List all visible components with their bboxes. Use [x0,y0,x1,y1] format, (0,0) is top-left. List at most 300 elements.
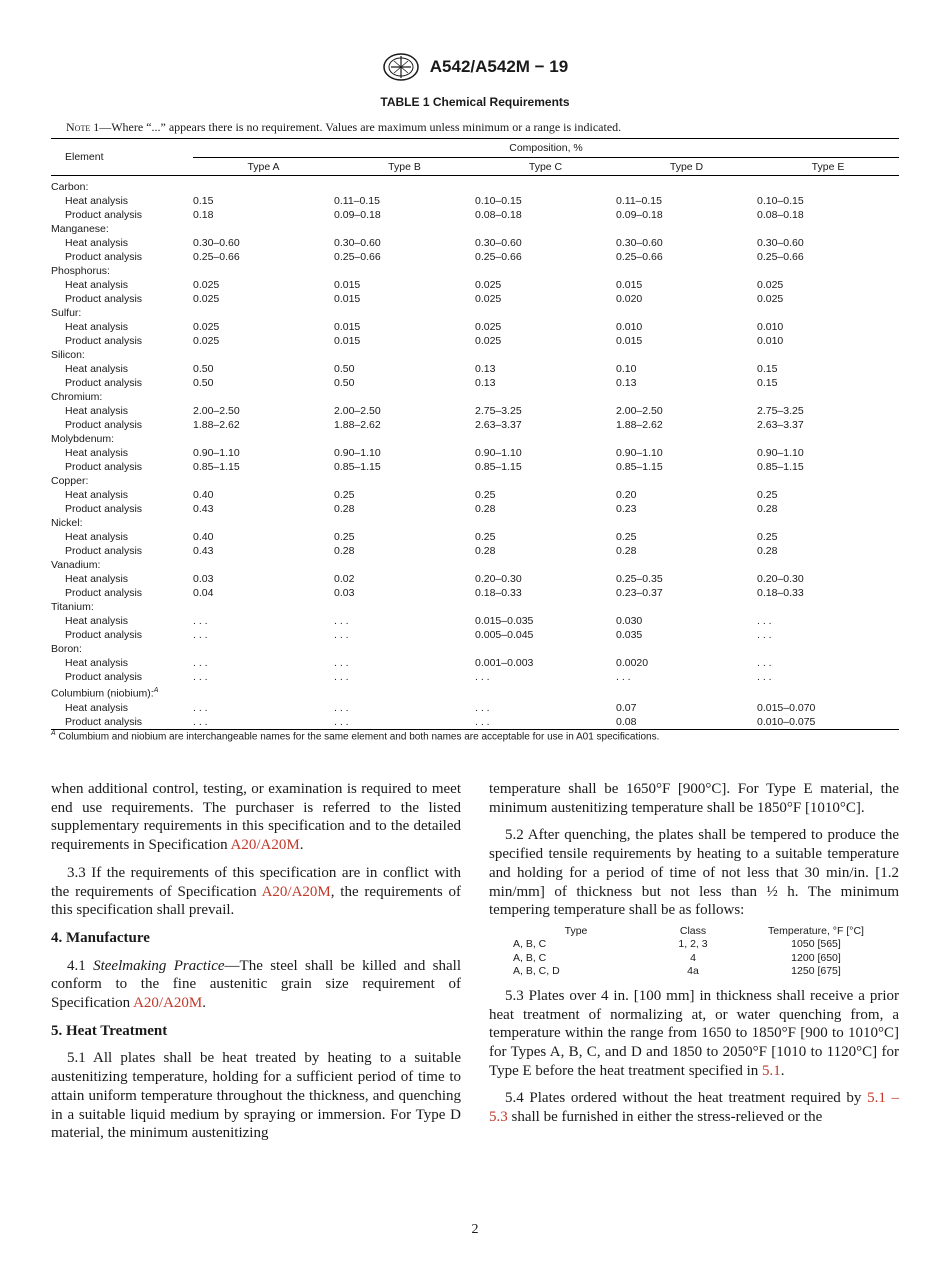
composition-value: 0.04 [193,587,214,599]
composition-value: 1.88–2.62 [616,419,663,431]
composition-value: 0.11–0.15 [334,195,380,207]
element-group-row [51,176,899,195]
composition-value [193,390,334,404]
composition-value: 0.25 [757,489,778,501]
table-row: A, B, C 1, 2, 3 1050 [565] [513,938,841,951]
section-heading-heat-treatment: 5. Heat Treatment [51,1022,168,1039]
composition-value: 0.25 [475,489,496,501]
spec-link[interactable]: A20/A20M [261,883,331,900]
composition-value: 0.025 [193,321,220,333]
type-column-header: Type D [616,158,757,176]
composition-value [616,684,757,701]
composition-value: 2.63–3.37 [757,419,804,431]
astm-logo-icon [382,52,420,82]
composition-value: . . . [616,671,631,683]
composition-value: 0.85–1.15 [193,461,240,473]
composition-value: 0.15 [193,195,214,207]
composition-value: 0.13 [475,377,496,389]
composition-value [475,600,616,614]
element-name: Phosphorus: [51,265,110,277]
element-group-row [51,642,899,656]
analysis-label: Product analysis [65,671,143,683]
composition-value: 0.015 [334,335,361,347]
composition-value: 0.25–0.66 [616,251,663,263]
composition-value: 0.015 [616,335,643,347]
temper-header-temperature: Temperature, °F [°C] [768,924,864,937]
composition-value [757,516,899,530]
composition-value: 0.25 [475,531,496,543]
composition-value [334,600,475,614]
composition-value [757,176,899,195]
analysis-label: Heat analysis [65,321,129,333]
composition-value: 0.50 [193,377,214,389]
composition-value: 0.23–0.37 [616,587,663,599]
composition-value [475,222,616,236]
composition-value: 0.20 [616,489,637,501]
composition-value [193,176,334,195]
composition-value [757,642,899,656]
composition-value: 0.10–0.15 [475,195,522,207]
table-row [51,656,899,670]
element-group-row [51,390,899,404]
composition-value: 0.025 [475,279,502,291]
composition-value [334,390,475,404]
table-note [66,120,621,135]
composition-value: 0.015 [616,279,643,291]
table-row [51,670,899,684]
composition-value: 0.005–0.045 [475,629,534,641]
composition-value: . . . [475,715,616,730]
analysis-label: Heat analysis [65,237,129,249]
chemical-requirements-table [51,138,899,730]
composition-value [475,684,616,701]
footnote-text: Columbium and niobium are interchangeable names for the same element and both names are acceptable for use in A01 specifications. [55,731,660,743]
composition-value: 0.15 [757,363,778,375]
composition-value [475,474,616,488]
composition-value: 0.25 [616,531,637,543]
table-row [51,278,899,292]
composition-value: 0.010 [757,335,784,347]
composition-value: 0.015 [334,293,361,305]
composition-value [757,474,899,488]
composition-value: 0.18–0.33 [757,587,804,599]
composition-value: 0.20–0.30 [475,573,522,585]
analysis-label: Product analysis [65,629,143,641]
composition-value [334,432,475,446]
composition-value: 0.30–0.60 [616,237,663,249]
table-row [51,628,899,642]
composition-value [616,474,757,488]
composition-value [475,264,616,278]
composition-value [475,642,616,656]
composition-value: 0.10 [616,363,637,375]
composition-value: 0.11–0.15 [616,195,662,207]
composition-value [757,432,899,446]
composition-value: 2.00–2.50 [193,405,240,417]
composition-value: 0.20–0.30 [757,573,804,585]
table-row [51,715,899,730]
composition-value [475,516,616,530]
footnote-mark: A [51,730,56,737]
composition-value: 0.30–0.60 [193,237,240,249]
composition-value: 0.85–1.15 [475,461,522,473]
composition-value: 2.75–3.25 [475,405,522,417]
composition-value: 0.28 [334,545,355,557]
composition-value [475,558,616,572]
composition-value [475,348,616,362]
table-row [51,530,899,544]
composition-value: 0.09–0.18 [334,209,381,221]
type-column-header: Type B [334,158,475,176]
table-row [51,320,899,334]
composition-value [616,600,757,614]
composition-value: 0.08 [616,715,757,730]
composition-value: 2.63–3.37 [475,419,522,431]
table-row: A, B, C 4 1200 [650] [513,951,841,964]
temper-header-class: Class [679,924,707,937]
composition-value [193,558,334,572]
table-row [51,404,899,418]
composition-value [193,474,334,488]
element-name: Molybdenum: [51,433,115,445]
analysis-label: Heat analysis [65,701,129,714]
table-row [51,614,899,628]
element-group-row [51,264,899,278]
composition-value: 0.30–0.60 [757,237,804,249]
paragraph-4-1: 4.1 Steelmaking Practice—The steel shall be killed and shall conform to the fine austenitic grain size requirement of Specification A20/A20M. [51,957,461,1012]
composition-value [757,222,899,236]
element-group-row [51,684,899,701]
element-name: Columbium (niobium):$^A$ [51,687,159,700]
composition-value: 0.18 [193,209,214,221]
composition-value [193,642,334,656]
composition-value: 0.90–1.10 [193,447,240,459]
composition-value: 0.035 [616,629,643,641]
document-id: A542/A542M − 19 [429,57,569,76]
analysis-label: Product analysis [65,461,143,473]
composition-value [193,306,334,320]
element-name: Chromium: [51,391,103,403]
composition-value [193,264,334,278]
section-heading-manufacture: 4. Manufacture [51,929,150,946]
composition-value: . . . [193,671,208,683]
analysis-label: Heat analysis [65,489,129,501]
analysis-label: Heat analysis [65,195,129,207]
paragraph-5-1: 5.1 All plates shall be heat treated by heating to a suitable austenitizing temperature, holding for a sufficient period of time to attain uniform temperature throughout the thickness, and quenching in a suitable liquid medium by spraying or immersion. For Type D material, the minimum austenitizing [51,1050,461,1142]
composition-value: 2.75–3.25 [757,405,804,417]
composition-value: 0.02 [334,573,355,585]
analysis-label: Product analysis [65,377,143,389]
composition-value: 0.025 [193,335,220,347]
section-link[interactable]: 5.1 [762,1062,781,1079]
table-row [51,418,899,432]
composition-value: 0.85–1.15 [616,461,663,473]
composition-value: . . . [193,615,208,627]
analysis-label: Heat analysis [65,531,129,543]
composition-value: 0.15 [757,377,778,389]
footnote-reference: A [153,687,159,694]
composition-value [475,176,616,195]
composition-value [193,684,334,701]
composition-value: 0.025 [475,335,502,347]
composition-value: 0.0020 [616,657,649,669]
composition-value: 0.015 [334,321,361,333]
table-row [51,701,899,715]
composition-value [334,474,475,488]
composition-value: 0.25–0.35 [616,573,663,585]
composition-value [193,600,334,614]
composition-value: 0.90–1.10 [334,447,381,459]
composition-value: . . . [757,657,772,669]
composition-value: 0.10–0.15 [757,195,804,207]
composition-value: 0.50 [334,377,355,389]
table-row [51,250,899,264]
composition-value: . . . [193,715,334,730]
composition-value [757,306,899,320]
paragraph-continuation: when additional control, testing, or examination is required to meet end use requirements. The purchaser is referred to the listed supplementary requirements in this specification and to the detailed requirements in Specification A20/A20M. [51,781,461,854]
composition-value: 0.25–0.66 [757,251,804,263]
table-title: TABLE 1 Chemical Requirements [380,95,570,109]
composition-value: 0.08–0.18 [757,209,804,221]
element-group-row [51,600,899,614]
table-footnote [51,730,659,742]
composition-value: 0.08–0.18 [475,209,522,221]
composition-value: 0.28 [334,503,355,515]
element-column-header: Element [51,139,193,176]
composition-value [334,264,475,278]
composition-value: 0.13 [475,363,496,375]
composition-value: . . . [475,671,490,683]
composition-value: 0.85–1.15 [757,461,804,473]
composition-value: 0.90–1.10 [757,447,804,459]
element-name: Carbon: [51,181,89,193]
composition-value: 0.40 [193,489,214,501]
composition-value: 0.020 [616,293,643,305]
composition-value [193,432,334,446]
table-row [51,194,899,208]
composition-value: 0.015–0.035 [475,615,534,627]
element-name: Nickel: [51,517,83,529]
table-row [51,236,899,250]
composition-value: 0.50 [334,363,355,375]
composition-value [334,176,475,195]
composition-value: 2.00–2.50 [616,405,663,417]
composition-header: Composition, % [193,139,899,158]
composition-value [757,558,899,572]
composition-value [757,390,899,404]
composition-value [757,684,899,701]
composition-value: . . . [334,657,349,669]
table-row: A, B, C, D 4a 1250 [675] [513,965,841,978]
analysis-label: Product analysis [65,293,143,305]
left-column [51,780,461,1152]
paragraph-5-2: 5.2 After quenching, the plates shall be tempered to produce the specified tensile requirements by heating to a suitable temperature and holding for a period of time of not less that 30 min/in. [1.2 min/mm] of thickness but not less than ½ h. The minimum tempering temperature shall be as follows: [489,827,899,919]
composition-value: . . . [193,629,208,641]
composition-value: 0.025 [475,321,502,333]
composition-value: . . . [334,615,349,627]
composition-value [193,222,334,236]
composition-value [334,642,475,656]
analysis-label: Heat analysis [65,447,129,459]
composition-value: 1.88–2.62 [193,419,240,431]
type-column-header: Type E [757,158,899,176]
composition-value: 0.30–0.60 [475,237,522,249]
composition-value: 0.015 [334,279,361,291]
composition-value [757,348,899,362]
composition-value: 0.18–0.33 [475,587,522,599]
paragraph-continuation-right: temperature shall be 1650°F [900°C]. For Type E material, the minimum austenitizing temperature shall be 1850°F [1010°C]. [489,781,899,816]
composition-value: 0.23 [616,503,637,515]
composition-value: 0.025 [193,293,220,305]
element-name: Titanium: [51,601,94,613]
paragraph-5-3: 5.3 Plates over 4 in. [100 mm] in thickness shall receive a prior heat treatment of normalizing at, or water quenching from, a temperature within the range from 1650 to 1850°F [900 to 1010°C] for Types A, B, C, and D and 1850 to 2050°F [1010 to 1120°C] for Type E before the heat treatment specified in 5.1. [489,987,899,1079]
composition-value: . . . [757,671,772,683]
composition-value: 0.28 [616,545,637,557]
composition-value [193,348,334,362]
table-row [51,544,899,558]
composition-value: . . . [757,629,772,641]
element-group-row [51,432,899,446]
table-row [51,208,899,222]
composition-value: 0.025 [757,293,784,305]
analysis-label: Product analysis [65,335,143,347]
table-row [51,376,899,390]
composition-value: . . . [334,629,349,641]
analysis-label: Product analysis [65,587,143,599]
composition-value: 0.28 [757,503,778,515]
tempering-temperature-table [509,925,889,979]
page-header [0,52,950,82]
analysis-label: Product analysis [65,503,143,515]
page-number: 2 [471,1222,479,1237]
analysis-label: Product analysis [65,209,143,221]
analysis-label: Product analysis [65,419,143,431]
element-name: Sulfur: [51,307,82,319]
composition-value [475,432,616,446]
composition-value [334,558,475,572]
composition-value: . . . [475,701,490,714]
element-name: Boron: [51,643,82,655]
composition-value: 0.13 [616,377,637,389]
composition-value [616,222,757,236]
element-group-row [51,348,899,362]
composition-value [193,516,334,530]
composition-value: 0.001–0.003 [475,657,534,669]
composition-value: 0.015–0.070 [757,701,816,714]
composition-value [334,306,475,320]
element-name: Silicon: [51,349,85,361]
composition-value: 0.03 [193,573,214,585]
composition-value [616,306,757,320]
composition-value: 0.025 [757,279,784,291]
composition-value [616,558,757,572]
table-row [51,502,899,516]
composition-value [757,600,899,614]
composition-value: . . . [334,701,349,714]
type-column-header: Type A [193,158,334,176]
table-row [51,292,899,306]
composition-value: 0.09–0.18 [616,209,663,221]
note-text: —Where “...” appears there is no requirement. Values are maximum unless minimum or a range is indicated. [99,120,622,134]
composition-value: 0.025 [475,293,502,305]
composition-value [616,516,757,530]
composition-value: 0.25–0.66 [334,251,381,263]
composition-value: 0.025 [193,279,220,291]
composition-value [616,432,757,446]
section-link[interactable]: 5.1 – 5.3 [489,1090,900,1126]
composition-value: 0.25–0.66 [193,251,240,263]
analysis-label: Heat analysis [65,279,129,291]
composition-value: 0.25–0.66 [475,251,522,263]
analysis-label: Product analysis [51,715,193,730]
composition-value: 0.90–1.10 [616,447,663,459]
element-group-row [51,516,899,530]
composition-value: . . . [757,615,772,627]
composition-value: 0.50 [193,363,214,375]
table-row [51,334,899,348]
element-name: Vanadium: [51,559,101,571]
table-row [51,586,899,600]
composition-value: 0.030 [616,615,643,627]
element-group-row [51,474,899,488]
element-group-row [51,222,899,236]
paragraph-3-3: 3.3 If the requirements of this specification are in conflict with the requirements of Specification A20/A20M, the requirements of this specification shall prevail. [51,864,462,919]
composition-value [757,264,899,278]
composition-value: 0.90–1.10 [475,447,522,459]
composition-value: 0.25 [757,531,778,543]
composition-value: 0.28 [475,545,496,557]
composition-value: 0.85–1.15 [334,461,381,473]
note-label: Note 1 [66,120,100,134]
composition-value: . . . [193,701,208,714]
table-row [51,488,899,502]
composition-value [475,390,616,404]
composition-value: 0.43 [193,545,214,557]
composition-value: 0.43 [193,503,214,515]
composition-value: 0.28 [475,503,496,515]
composition-value [334,684,475,701]
table-row [51,362,899,376]
element-name: Copper: [51,475,89,487]
spec-link[interactable]: A20/A20M [133,995,203,1012]
composition-value [616,176,757,195]
chemical-table-body [51,176,899,730]
composition-value: 0.30–0.60 [334,237,381,249]
analysis-label: Heat analysis [65,573,129,585]
spec-link[interactable]: A20/A20M [230,837,300,854]
composition-value: 0.25 [334,489,355,501]
paragraph-5-4: 5.4 Plates ordered without the heat treatment required by 5.1 – 5.3 shall be furnished in either the stress-relieved or the [489,1090,900,1126]
composition-value [334,348,475,362]
analysis-label: Heat analysis [65,363,129,375]
analysis-label: Heat analysis [65,615,129,627]
composition-value: . . . [334,715,475,730]
analysis-label: Product analysis [65,251,143,263]
type-column-header: Type C [475,158,616,176]
composition-value: 0.40 [193,531,214,543]
composition-value [616,390,757,404]
composition-value: 0.010–0.075 [757,715,899,730]
analysis-label: Heat analysis [65,657,129,669]
composition-value [334,222,475,236]
composition-value [616,348,757,362]
composition-value [616,264,757,278]
right-column [489,780,899,1136]
composition-value: 0.010 [757,321,784,333]
element-name: Manganese: [51,223,109,235]
table-row [51,572,899,586]
composition-value [616,642,757,656]
